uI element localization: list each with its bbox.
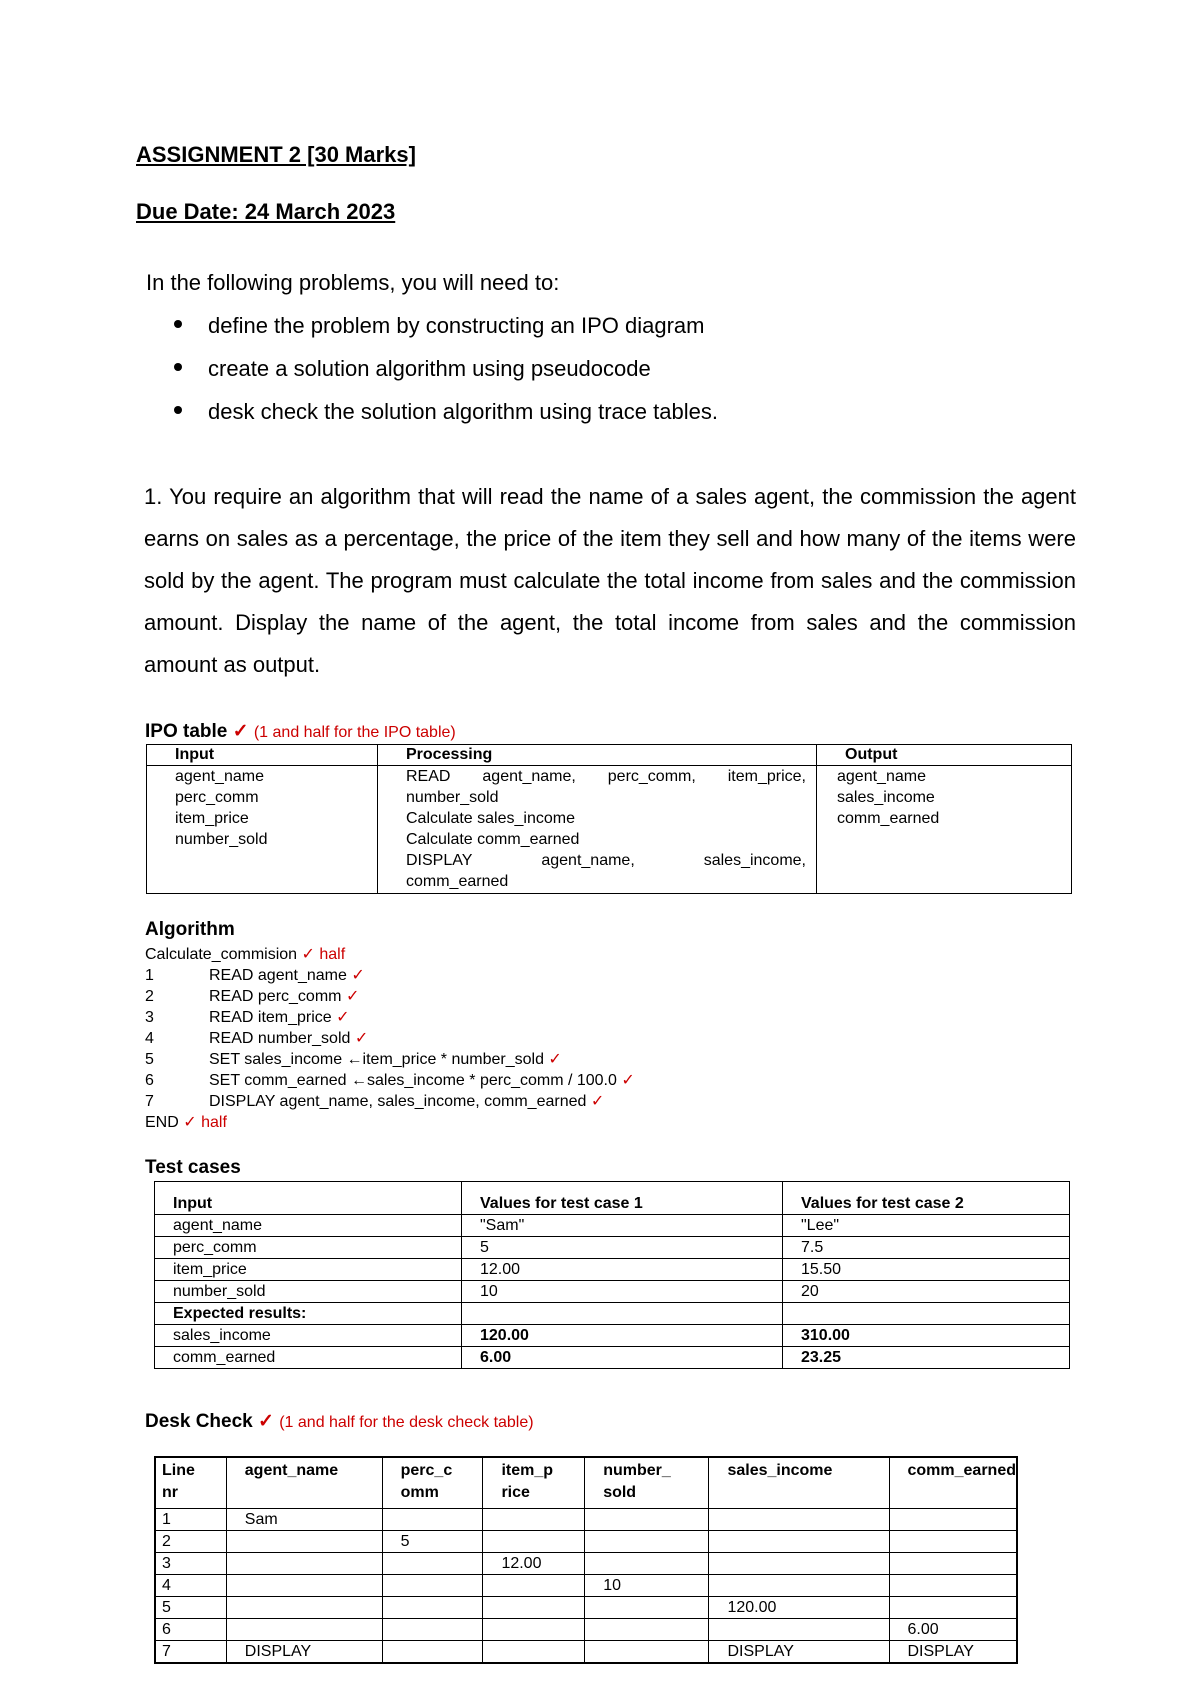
table-row: 7 DISPLAY DISPLAY DISPLAY [155, 1641, 1017, 1664]
algorithm-line: 1 READ agent_name ✓ [145, 967, 365, 984]
table-row: perc_comm 5 7.5 [155, 1237, 1070, 1259]
test-cases-table [154, 1181, 1070, 1369]
bullet-item: define the problem by constructing an IPO diagram [174, 313, 705, 339]
desk-check-table [154, 1456, 1018, 1664]
algorithm-line: 4 READ number_sold ✓ [145, 1030, 369, 1047]
ipo-output-cell: agent_name sales_income comm_earned [817, 766, 1072, 894]
bullet-dot [174, 363, 182, 371]
table-row: 6 6.00 [155, 1619, 1017, 1641]
table-row: number_sold 10 20 [155, 1281, 1070, 1303]
bullet-item: create a solution algorithm using pseudocode [174, 356, 651, 382]
algorithm-line: 3 READ item_price ✓ [145, 1009, 350, 1026]
algorithm-heading: Algorithm [145, 919, 235, 940]
tc-header: Input [155, 1182, 462, 1215]
tc-header: Values for test case 2 [783, 1182, 1070, 1215]
test-cases-heading: Test cases [145, 1157, 241, 1178]
bullet-item: desk check the solution algorithm using trace tables. [174, 399, 718, 425]
bullet-dot [174, 320, 182, 328]
assignment-title: ASSIGNMENT 2 [30 Marks] [136, 142, 416, 167]
table-row: comm_earned 6.00 23.25 [155, 1347, 1070, 1369]
table-row: 4 10 [155, 1575, 1017, 1597]
ipo-header-input: Input [147, 745, 378, 766]
algorithm-line: 6 SET comm_earned ←sales_income * perc_comm / 100.0 ✓ [145, 1072, 635, 1089]
desk-check-mark-note: (1 and half for the desk check table) [279, 1414, 534, 1431]
ipo-header-output: Output [817, 745, 1072, 766]
due-date: Due Date: 24 March 2023 [136, 199, 396, 224]
dc-header: agent_name [226, 1457, 382, 1509]
table-row: 2 5 [155, 1531, 1017, 1553]
check-mark-icon: ✓ [232, 721, 249, 742]
table-row: 3 12.00 [155, 1553, 1017, 1575]
algorithm-end: END ✓ half [145, 1114, 227, 1131]
algorithm-line: 7 DISPLAY agent_name, sales_income, comm_earned ✓ [145, 1093, 605, 1110]
table-row: agent_name "Sam" "Lee" [155, 1215, 1070, 1237]
desk-check-heading: Desk Check ✓ (1 and half for the desk check table) [145, 1411, 534, 1432]
algorithm-line: 5 SET sales_income ←item_price * number_sold ✓ [145, 1051, 562, 1068]
problem-text: 1. You require an algorithm that will read the name of a sales agent, the commission the agent earns on sales as a percentage, the price of the item they sell and how many of the items were sold by the agent. The program must calculate the total income from sales and the commission amount. Display the name of the agent, the total income from sales and the commission amount as output. [144, 484, 1076, 677]
ipo-header-processing: Processing [378, 745, 817, 766]
table-row: 1 Sam [155, 1509, 1017, 1531]
ipo-mark-note: (1 and half for the IPO table) [253, 724, 456, 741]
ipo-processing-cell: READ agent_name, perc_comm, item_price, number_sold Calculate sales_income Calculate comm_earned DISPLAY agent_name, sales_income, comm_earned [378, 766, 817, 894]
ipo-heading: IPO table ✓ (1 and half for the IPO table) [145, 721, 456, 742]
check-mark-icon: ✓ [258, 1411, 274, 1432]
algorithm-line: 2 READ perc_comm ✓ [145, 988, 360, 1005]
table-row: sales_income 120.00 310.00 [155, 1325, 1070, 1347]
intro-lead: In the following problems, you will need to: [146, 270, 560, 295]
dc-header: Line nr [155, 1457, 226, 1509]
algorithm-name: Calculate_commision ✓ half [145, 946, 346, 963]
table-row: item_price 12.00 15.50 [155, 1259, 1070, 1281]
algorithm-block [145, 944, 635, 1133]
ipo-input-cell: agent_name perc_comm item_price number_sold [147, 766, 378, 894]
dc-header: item_p rice [483, 1457, 585, 1509]
ipo-table [146, 744, 1072, 894]
dc-header: comm_earned [889, 1457, 1017, 1509]
dc-header: number_ sold [585, 1457, 709, 1509]
table-row: 5 120.00 [155, 1597, 1017, 1619]
dc-header: sales_income [709, 1457, 889, 1509]
dc-header: perc_c omm [382, 1457, 483, 1509]
tc-header: Values for test case 1 [462, 1182, 783, 1215]
table-row: Expected results: [155, 1303, 1070, 1325]
bullet-dot [174, 406, 182, 414]
